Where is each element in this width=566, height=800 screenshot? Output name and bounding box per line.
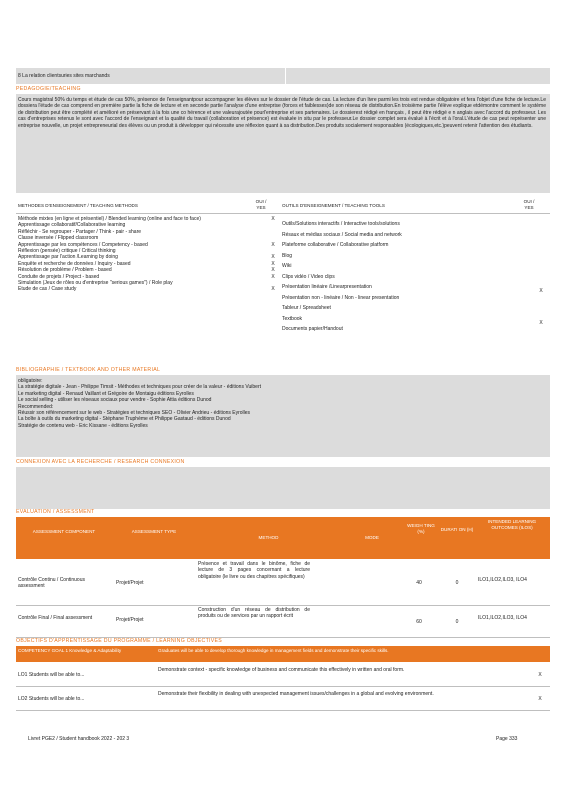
objective-lo: LO2 Students will be able to...	[18, 696, 85, 702]
methods-left-header: METHODES D'ENSEIGNEMENT / TEACHING METHODS	[18, 203, 138, 208]
eval-header-ilos: INTENDED LEARNING OUTCOMES (ILOS)	[476, 519, 548, 530]
teaching-method-item-mark: X	[271, 286, 275, 293]
objectives-goal-bar	[16, 646, 550, 662]
teaching-tool-item	[282, 221, 548, 232]
eval-row-ilos: ILO1,ILO2,ILO3, ILO4	[478, 577, 527, 583]
teaching-tool-item-mark: X	[539, 288, 543, 295]
teaching-method-item-mark: X	[271, 267, 275, 274]
teaching-tool-item-label: Textbook	[282, 315, 303, 322]
teaching-tool-item-label: Blog	[282, 252, 293, 259]
connexion-heading: CONNEXION AVEC LA RECHERCHE / RESEARCH CONNEXION	[16, 459, 185, 465]
teaching-tool-item-label: Wiki	[282, 263, 292, 269]
evaluation-heading: EVALUATION / ASSESSMENT	[16, 509, 95, 515]
bibliography-line: Le marketing digital - Renaud Vaillant et Grégoire de Montaigu éditions Eyrolles	[18, 390, 194, 397]
eval-row-component: Contrôle Continu / Continuous assessment	[18, 577, 85, 590]
bibliography-heading: BIBLIOGRAPHIE / TEXTBOOK AND OTHER MATERIAL	[16, 367, 161, 373]
objective-row-1	[16, 664, 550, 687]
eval-row-method: Présence et travail dans le binôme, fiche de lecture de 3 pages concernant a lecture obligatoire (le livre ou des chapitres spécifiques)	[198, 561, 310, 580]
evaluation-table	[16, 517, 550, 637]
eval-row-duration: 0	[455, 619, 459, 625]
bibliography-line: La boîte à outils du marketing digital - Stéphane Truphème et Philippe Gastaud - éditions Dunod	[18, 416, 231, 423]
teaching-tool-item-mark: X	[539, 319, 543, 326]
bibliography-line: La stratégie digitale - Jean - Philippe Timsit - Méthodes et techniques pour créer de la valeur - éditions Vuibert	[18, 384, 261, 391]
teaching-method-item	[18, 286, 280, 292]
methods-header-rule	[16, 213, 550, 214]
teaching-tool-item-label: Plateforme collaborative / Collaborative platform	[282, 242, 389, 248]
teaching-tool-item-label: Présentation non - linéaire / Non - linear presentation	[282, 294, 400, 301]
teaching-method-item-label: Réflexion (pensée) critique / Critical thinking	[18, 248, 116, 255]
objective-text: Demonstrate context - specific knowledge of business and communicate this effectively in written and oral form.	[158, 667, 405, 673]
teaching-method-item-label: Enquête et recherche de données / Inquiry - based	[18, 260, 131, 267]
teaching-method-item-label: Simulation (Jeux de rôles ou d'entreprise "serious games") / Role play	[18, 280, 173, 287]
teaching-method-item-label: Conduite de projets / Project - based	[18, 273, 100, 280]
teaching-method-item-mark: X	[271, 241, 275, 248]
eval-header-weighting: WEIGH TING (%)	[404, 523, 438, 534]
teaching-method-item-label: Apprentissage par les compétences / Competency - based	[18, 241, 148, 248]
objective-mark: X	[538, 672, 542, 678]
teaching-tool-item-label: Clips vidéo / Video clips	[282, 273, 335, 280]
bibliography-line: obligatoire:	[18, 378, 43, 384]
eval-row-1	[16, 559, 550, 606]
eval-row-method: Construction d'un réseau de distribution de produits ou de services par un rapport écrit	[198, 607, 310, 620]
eval-row-component: Contrôle Final / Final assessment	[18, 615, 93, 621]
bibliography-line: Recommended:	[18, 403, 54, 410]
eval-header-type: ASSESSMENT TYPE	[114, 529, 194, 535]
teaching-tool-item	[282, 326, 548, 337]
top-row	[16, 68, 550, 84]
teaching-tool-item-label: Outils/Solutions interactifs / Interactive tools/solutions	[282, 221, 400, 227]
teaching-method-item-label: Résolution de problème / Problem - based	[18, 267, 112, 274]
teaching-method-item-label: Méthode mixtes (en ligne et présentiel) / Blended learning (online and face to face)	[18, 216, 201, 222]
eval-row-weighting: 40	[416, 580, 422, 586]
teaching-tool-item-label: Documents papier/Handout	[282, 326, 343, 332]
methods-section	[16, 197, 550, 367]
eval-row-2	[16, 605, 550, 638]
bibliography-line: Réussir son référencement sur le web - Stratégies et techniques SEO - Olivier Andrieu - éditions Eyrolles	[18, 410, 251, 417]
objectives-goal-label: COMPETENCY GOAL 1 Knowledge & Adaptability	[18, 648, 122, 653]
methods-right-ouiyes: OUI / YES	[523, 199, 535, 210]
eval-row-type: Projet/Projet	[116, 580, 144, 586]
teaching-methods-list	[18, 216, 280, 293]
teaching-method-item-mark: X	[271, 260, 275, 267]
teaching-tool-item	[282, 253, 548, 264]
pedagogie-text: Cours magistral 50% du temps et étude de cas 50%, présence de l'enseignantpour accompagner les élèves sur le dossier de l'étude de cas. La lecture d'un livre parmi les trois est rendue obligatoire et fera l'objet d'une fiche de lecture.Le dossiera l'étude de cas comprend en première partie la fiche de lecture et en seconde partie l'analyse d'une entreprise (forces et faiblesses)de son réseau de distribution.En troisième partie l'élève explique etdémontre comment le système de distribution peut être complété et amélioré en préservant à la fois une co hérence et une valeurajoutée pourl'entreprise et ses partenaires. Le dossierest rédigé en français , il peut être rédigé e n anglais avec l'accord du professeur. Les cas d'entreprises retenus le sont avec l'accord de l'enseignant et la qualité du travail (collaboration et présence) est évaluée in situ par le professeur.Le dossier complet sera évalué à l'écrit et à l'oral.L'étude de cas peut représenter une entreprise nouvelle, un projet entrepreneurial des élèves ou un produit à développer qui nécessite une réflexion quant à sa distribution.Des produits socialement responsables (écologiques,etc.)peuvent retenir l'attention des étudiants.	[18, 97, 546, 129]
pedagogie-box	[16, 94, 550, 193]
objective-mark: X	[538, 696, 542, 702]
teaching-method-item-label: Apprentissage par l'action /Learning by doing	[18, 254, 118, 261]
bibliography-line: Le social selling - utiliser les réseaux sociaux pour vendre - Sophie Attia éditions Dunod	[18, 397, 212, 404]
objectives-heading: OBJECTIFS D'APPRENTISSAGE DU PROGRAMME / LEARNING OBJECTIVES	[16, 638, 223, 644]
methods-right-header: OUTILS D'ENSEIGNEMENT / TEACHING TOOLS	[282, 203, 385, 208]
objective-row-2	[16, 688, 550, 711]
eval-row-weighting: 60	[416, 619, 422, 625]
teaching-method-item-mark: X	[271, 254, 275, 261]
teaching-method-item-label: Apprentissage collaboratif/Collaborative learning	[18, 222, 126, 229]
eval-header-duration: DURATI ON (H)	[440, 527, 474, 532]
eval-row-duration: 0	[455, 580, 459, 586]
objectives-table	[16, 646, 550, 710]
teaching-tool-item	[282, 232, 548, 243]
eval-header-method: METHOD	[196, 535, 341, 541]
footer-left: Livret PGE2 / Student handbook 2022 - 202 3	[28, 736, 130, 742]
top-row-divider	[285, 68, 286, 84]
teaching-method-item-mark: X	[271, 273, 275, 280]
teaching-tool-item-label: Résaux et médias sociaux / Social media and network	[282, 231, 402, 238]
teaching-tool-item	[282, 274, 548, 285]
teaching-method-item-label: Classe inversée / Flipped classroom	[18, 235, 99, 242]
teaching-method-item-mark: X	[271, 216, 275, 222]
teaching-tool-item	[282, 295, 548, 306]
bibliography-lines	[18, 378, 546, 429]
eval-row-ilos: ILO1,ILO2,ILO3, ILO4	[478, 615, 527, 621]
eval-row-type: Projet/Projet	[116, 617, 144, 623]
teaching-tool-item	[282, 316, 548, 327]
teaching-tool-item	[282, 242, 548, 253]
top-row-text: 8 La relation clientsuries sites marchands	[18, 73, 110, 79]
eval-header-component: ASSESSMENT COMPONENT	[16, 529, 112, 535]
objectives-goal-text: Graduates will be able to develop thorough knowledge in management fields and demonstrate their specific skills.	[158, 648, 389, 653]
connexion-box	[16, 467, 550, 509]
bibliography-line: Stratégie de contenu web - Eric Kissane - éditions Eyrolles	[18, 422, 148, 429]
teaching-tool-item	[282, 284, 548, 295]
objective-text: Demonstrate their flexibility in dealing with unexpected management issues/challenges in a global and evolving environment.	[158, 691, 434, 697]
teaching-tool-item	[282, 305, 548, 316]
teaching-tool-item	[282, 263, 548, 274]
teaching-tool-item-label: Tableur / Spreadsheet	[282, 305, 331, 311]
footer-right: Page 333	[496, 736, 518, 742]
methods-left-ouiyes: OUI / YES	[255, 199, 267, 210]
teaching-tool-item-label: Présentation linéaire /Linearpresentation	[282, 284, 372, 290]
teaching-tools-list	[282, 221, 548, 337]
teaching-method-item-label: Etude de cas / Case study	[18, 286, 77, 293]
teaching-method-item-label: Réfléchir - Se regrouper - Partager / Think - pair - share	[18, 228, 142, 235]
objective-lo: LO1 Students will be able to...	[18, 672, 85, 678]
pedagogie-heading: PEDAGOGIE/TEACHING	[16, 86, 81, 92]
bibliography-box	[16, 375, 550, 457]
eval-header-mode: MODE	[342, 535, 402, 541]
